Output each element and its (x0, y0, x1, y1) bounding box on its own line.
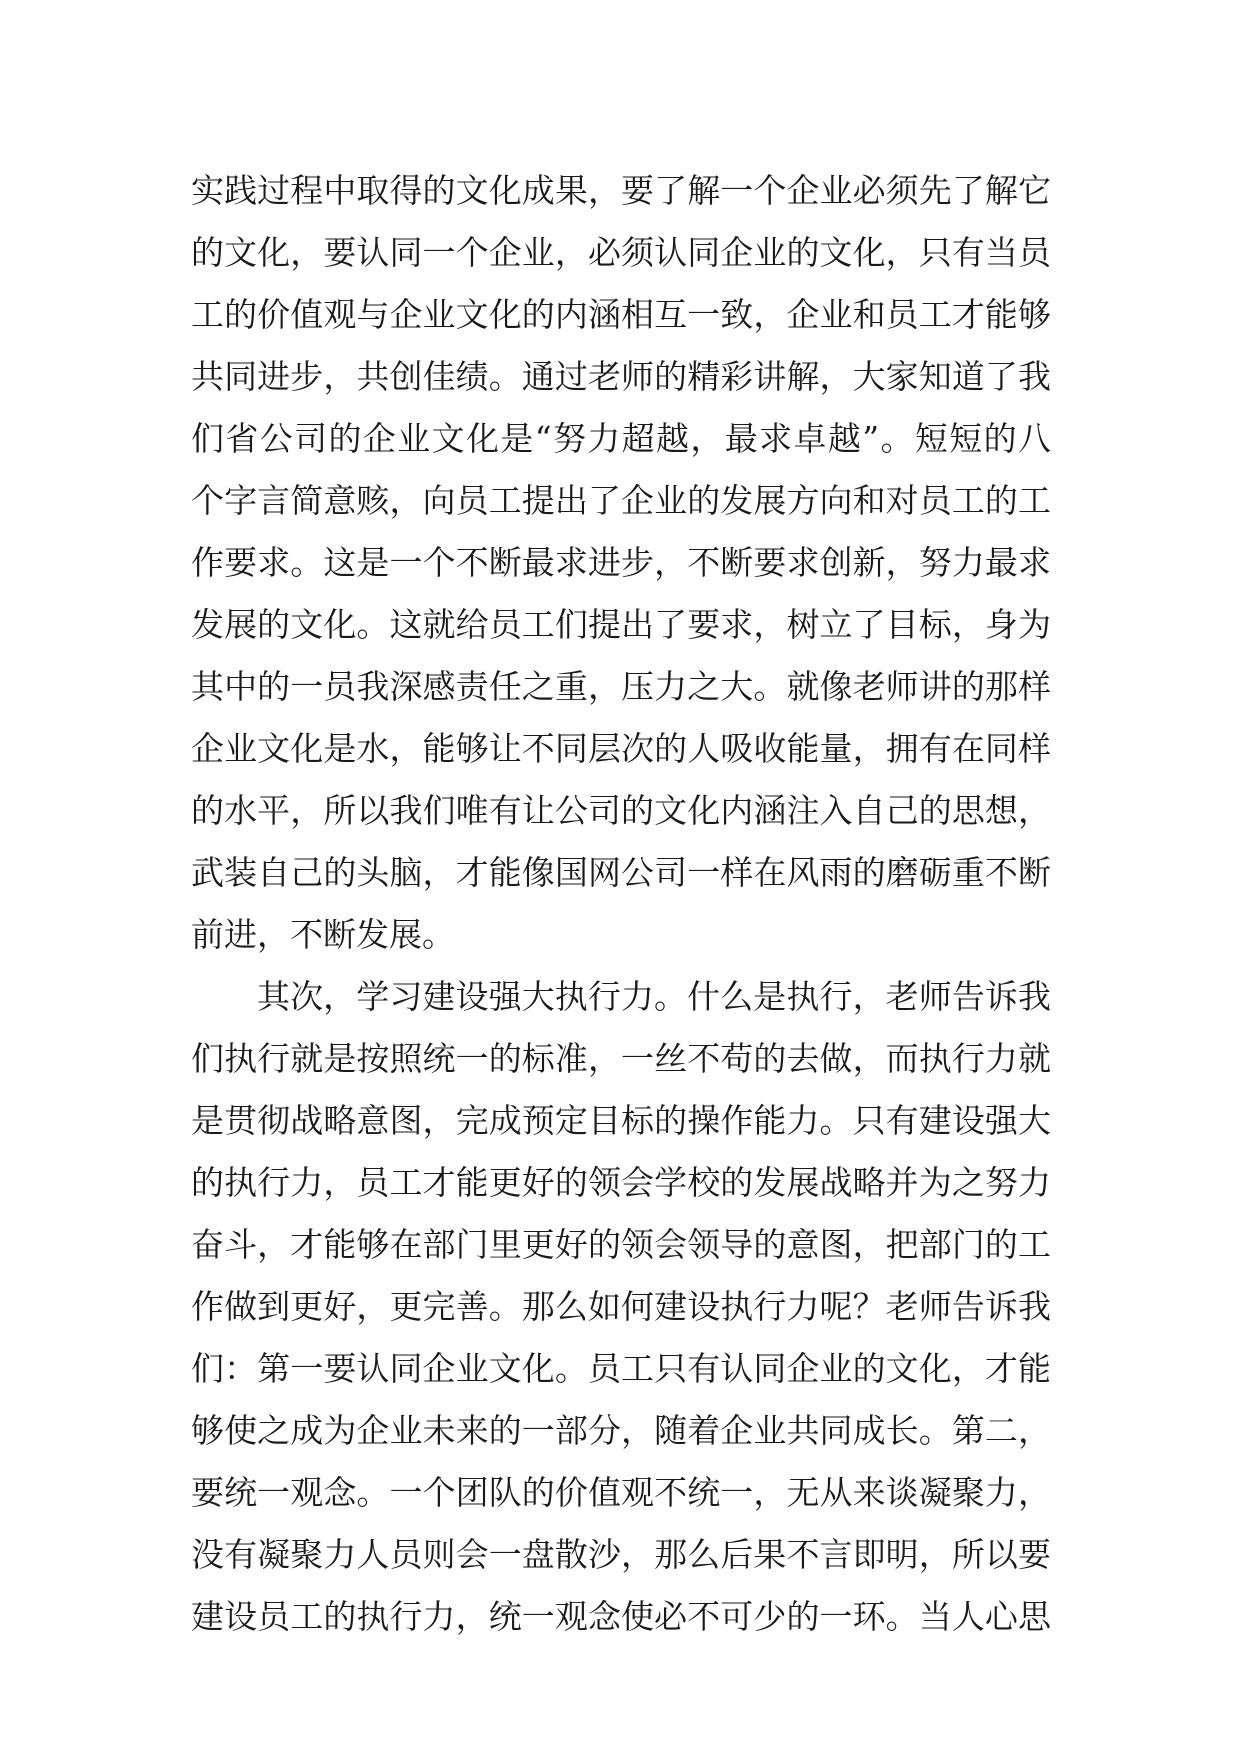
paragraph-first-line: 其次，学习建设强大执行力。什么是执行，老师告诉我 (257, 977, 1051, 1016)
text-line: 个字言简意赅，向员工提出了企业的发展方向和对员工的工 (191, 481, 1051, 520)
text-line: 够使之成为企业未来的一部分，随着企业共同成长。第二， (191, 1411, 1051, 1450)
text-line: 没有凝聚力人员则会一盘散沙，那么后果不言即明，所以要 (191, 1535, 1051, 1574)
text-line: 实践过程中取得的文化成果，要了解一个企业必须先了解它 (191, 171, 1051, 210)
text-line: 们：第一要认同企业文化。员工只有认同企业的文化，才能 (191, 1349, 1051, 1388)
text-line: 其中的一员我深感责任之重，压力之大。就像老师讲的那样 (191, 667, 1051, 706)
text-line: 发展的文化。这就给员工们提出了要求，树立了目标，身为 (191, 605, 1051, 644)
text-line: 的文化，要认同一个企业，必须认同企业的文化，只有当员 (191, 233, 1051, 272)
text-line: 作要求。这是一个不断最求进步，不断要求创新，努力最求 (191, 543, 1051, 582)
body-text (191, 160, 1051, 1648)
text-line: 武装自己的头脑，才能像国网公司一样在风雨的磨砺重不断 (191, 853, 1051, 892)
text-line: 共同进步，共创佳绩。通过老师的精彩讲解，大家知道了我 (191, 357, 1051, 396)
text-line: 的水平，所以我们唯有让公司的文化内涵注入自己的思想， (191, 791, 1051, 830)
text-line: 企业文化是水，能够让不同层次的人吸收能量，拥有在同样 (191, 729, 1051, 768)
text-line: 建设员工的执行力，统一观念使必不可少的一环。当人心思 (191, 1597, 1051, 1636)
text-line: 工的价值观与企业文化的内涵相互一致，企业和员工才能够 (191, 295, 1051, 334)
text-line: 们省公司的企业文化是“努力超越，最求卓越”。短短的八 (191, 419, 1051, 458)
text-line: 是贯彻战略意图，完成预定目标的操作能力。只有建设强大 (191, 1101, 1051, 1140)
text-line: 们执行就是按照统一的标准，一丝不苟的去做，而执行力就 (191, 1039, 1051, 1078)
text-line: 要统一观念。一个团队的价值观不统一，无从来谈凝聚力， (191, 1473, 1051, 1512)
paragraph-end-line: 前进，不断发展。 (191, 915, 455, 954)
text-line: 的执行力，员工才能更好的领会学校的发展战略并为之努力 (191, 1163, 1051, 1202)
text-line: 奋斗，才能够在部门里更好的领会领导的意图，把部门的工 (191, 1225, 1051, 1264)
text-line: 作做到更好，更完善。那么如何建设执行力呢？老师告诉我 (191, 1287, 1051, 1326)
